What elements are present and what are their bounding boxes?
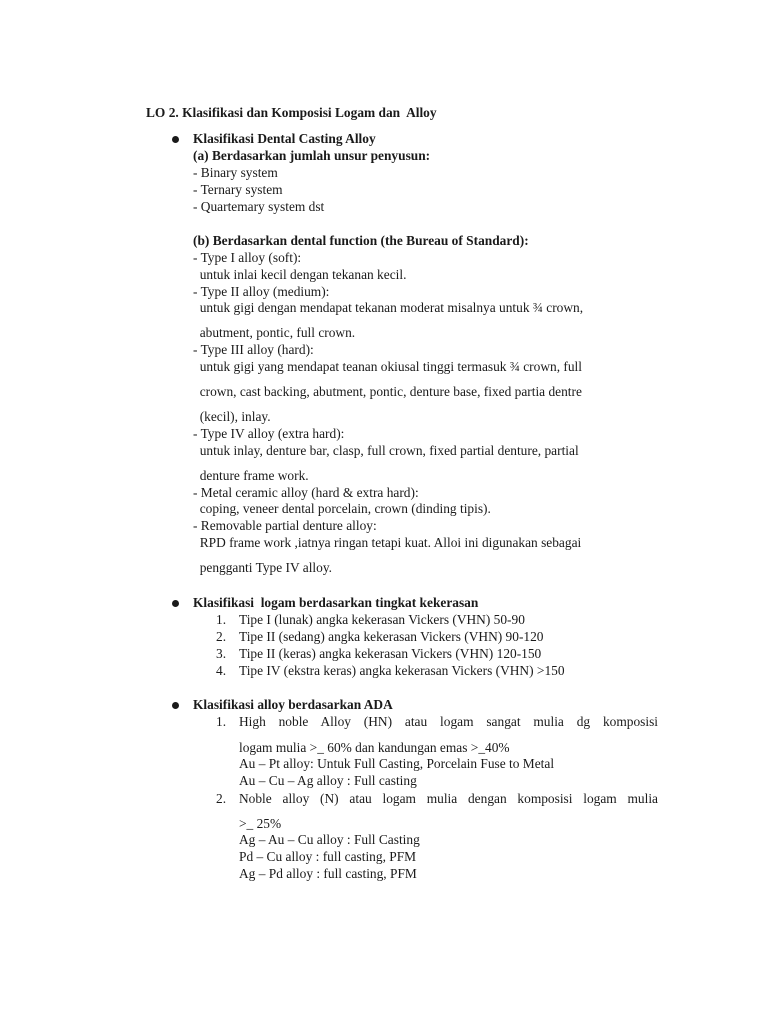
list-item: - Metal ceramic alloy (hard & extra hard): xyxy=(193,485,419,500)
list-item: untuk gigi dengan mendapat tekanan moderat misalnya untuk ¾ crown, xyxy=(193,300,584,315)
page-title: LO 2. Klasifikasi dan Komposisi Logam dan Alloy xyxy=(146,105,437,120)
bullet-icon xyxy=(172,600,179,607)
list-item: denture frame work. xyxy=(193,468,309,483)
list-item: Ag – Pd alloy : full casting, PFM xyxy=(239,866,417,881)
list-item: Tipe II (sedang) angka kekerasan Vickers (VHN) 90-120 xyxy=(239,629,544,644)
list-number: 2. xyxy=(216,629,227,644)
list-item: crown, cast backing, abutment, pontic, denture base, fixed partia dentre xyxy=(193,384,582,399)
list-item: - Type III alloy (hard): xyxy=(193,342,314,357)
list-item: - Type II alloy (medium): xyxy=(193,284,330,299)
list-item: untuk gigi yang mendapat teanan okiusal tinggi termasuk ¾ crown, full xyxy=(193,359,582,374)
list-item: Pd – Cu alloy : full casting, PFM xyxy=(239,849,417,864)
list-item: (kecil), inlay. xyxy=(193,409,271,424)
list-item: abutment, pontic, full crown. xyxy=(193,325,356,340)
list-item: Tipe I (lunak) angka kekerasan Vickers (VHN) 50-90 xyxy=(239,612,525,627)
list-item: - Type I alloy (soft): xyxy=(193,250,302,265)
list-item: - Removable partial denture alloy: xyxy=(193,518,377,533)
list-item: >_ 25% xyxy=(239,816,282,831)
list-number: 1. xyxy=(216,714,227,729)
section1-title: Klasifikasi Dental Casting Alloy xyxy=(193,131,376,146)
section3-title: Klasifikasi alloy berdasarkan ADA xyxy=(193,697,393,712)
list-item: - Binary system xyxy=(193,165,278,180)
list-number: 2. xyxy=(216,791,227,806)
list-item: Au – Cu – Ag alloy : Full casting xyxy=(239,773,417,788)
list-item: Au – Pt alloy: Untuk Full Casting, Porcelain Fuse to Metal xyxy=(239,756,555,771)
list-item: pengganti Type IV alloy. xyxy=(193,560,333,575)
list-item: coping, veneer dental porcelain, crown (dinding tipis). xyxy=(193,501,491,516)
list-number: 3. xyxy=(216,646,227,661)
list-item: - Quartemary system dst xyxy=(193,199,325,214)
list-number: 1. xyxy=(216,612,227,627)
list-item: - Ternary system xyxy=(193,182,283,197)
list-item: untuk inlai kecil dengan tekanan kecil. xyxy=(193,267,407,282)
list-item: Ag – Au – Cu alloy : Full Casting xyxy=(239,832,420,847)
list-item: logam mulia >_ 60% dan kandungan emas >_40% xyxy=(239,740,510,755)
section1-sub-a-title: (a) Berdasarkan jumlah unsur penyusun: xyxy=(193,148,431,163)
list-item: RPD frame work ,iatnya ringan tetapi kuat. Alloi ini digunakan sebagai xyxy=(193,535,582,550)
bullet-icon xyxy=(172,136,179,143)
list-item: Tipe II (keras) angka kekerasan Vickers (VHN) 120-150 xyxy=(239,646,542,661)
list-item: High noble Alloy (HN) atau logam sangat mulia dg komposisi xyxy=(239,714,658,729)
section1-sub-b-title: (b) Berdasarkan dental function (the Bureau of Standard): xyxy=(193,233,529,248)
list-item: untuk inlay, denture bar, clasp, full crown, fixed partial denture, partial xyxy=(193,443,579,458)
list-item: Noble alloy (N) atau logam mulia dengan komposisi logam mulia xyxy=(239,791,658,806)
bullet-icon xyxy=(172,702,179,709)
section2-title: Klasifikasi logam berdasarkan tingkat kekerasan xyxy=(193,595,479,610)
list-item: - Type IV alloy (extra hard): xyxy=(193,426,345,441)
list-number: 4. xyxy=(216,663,227,678)
list-item: Tipe IV (ekstra keras) angka kekerasan Vickers (VHN) >150 xyxy=(239,663,565,678)
